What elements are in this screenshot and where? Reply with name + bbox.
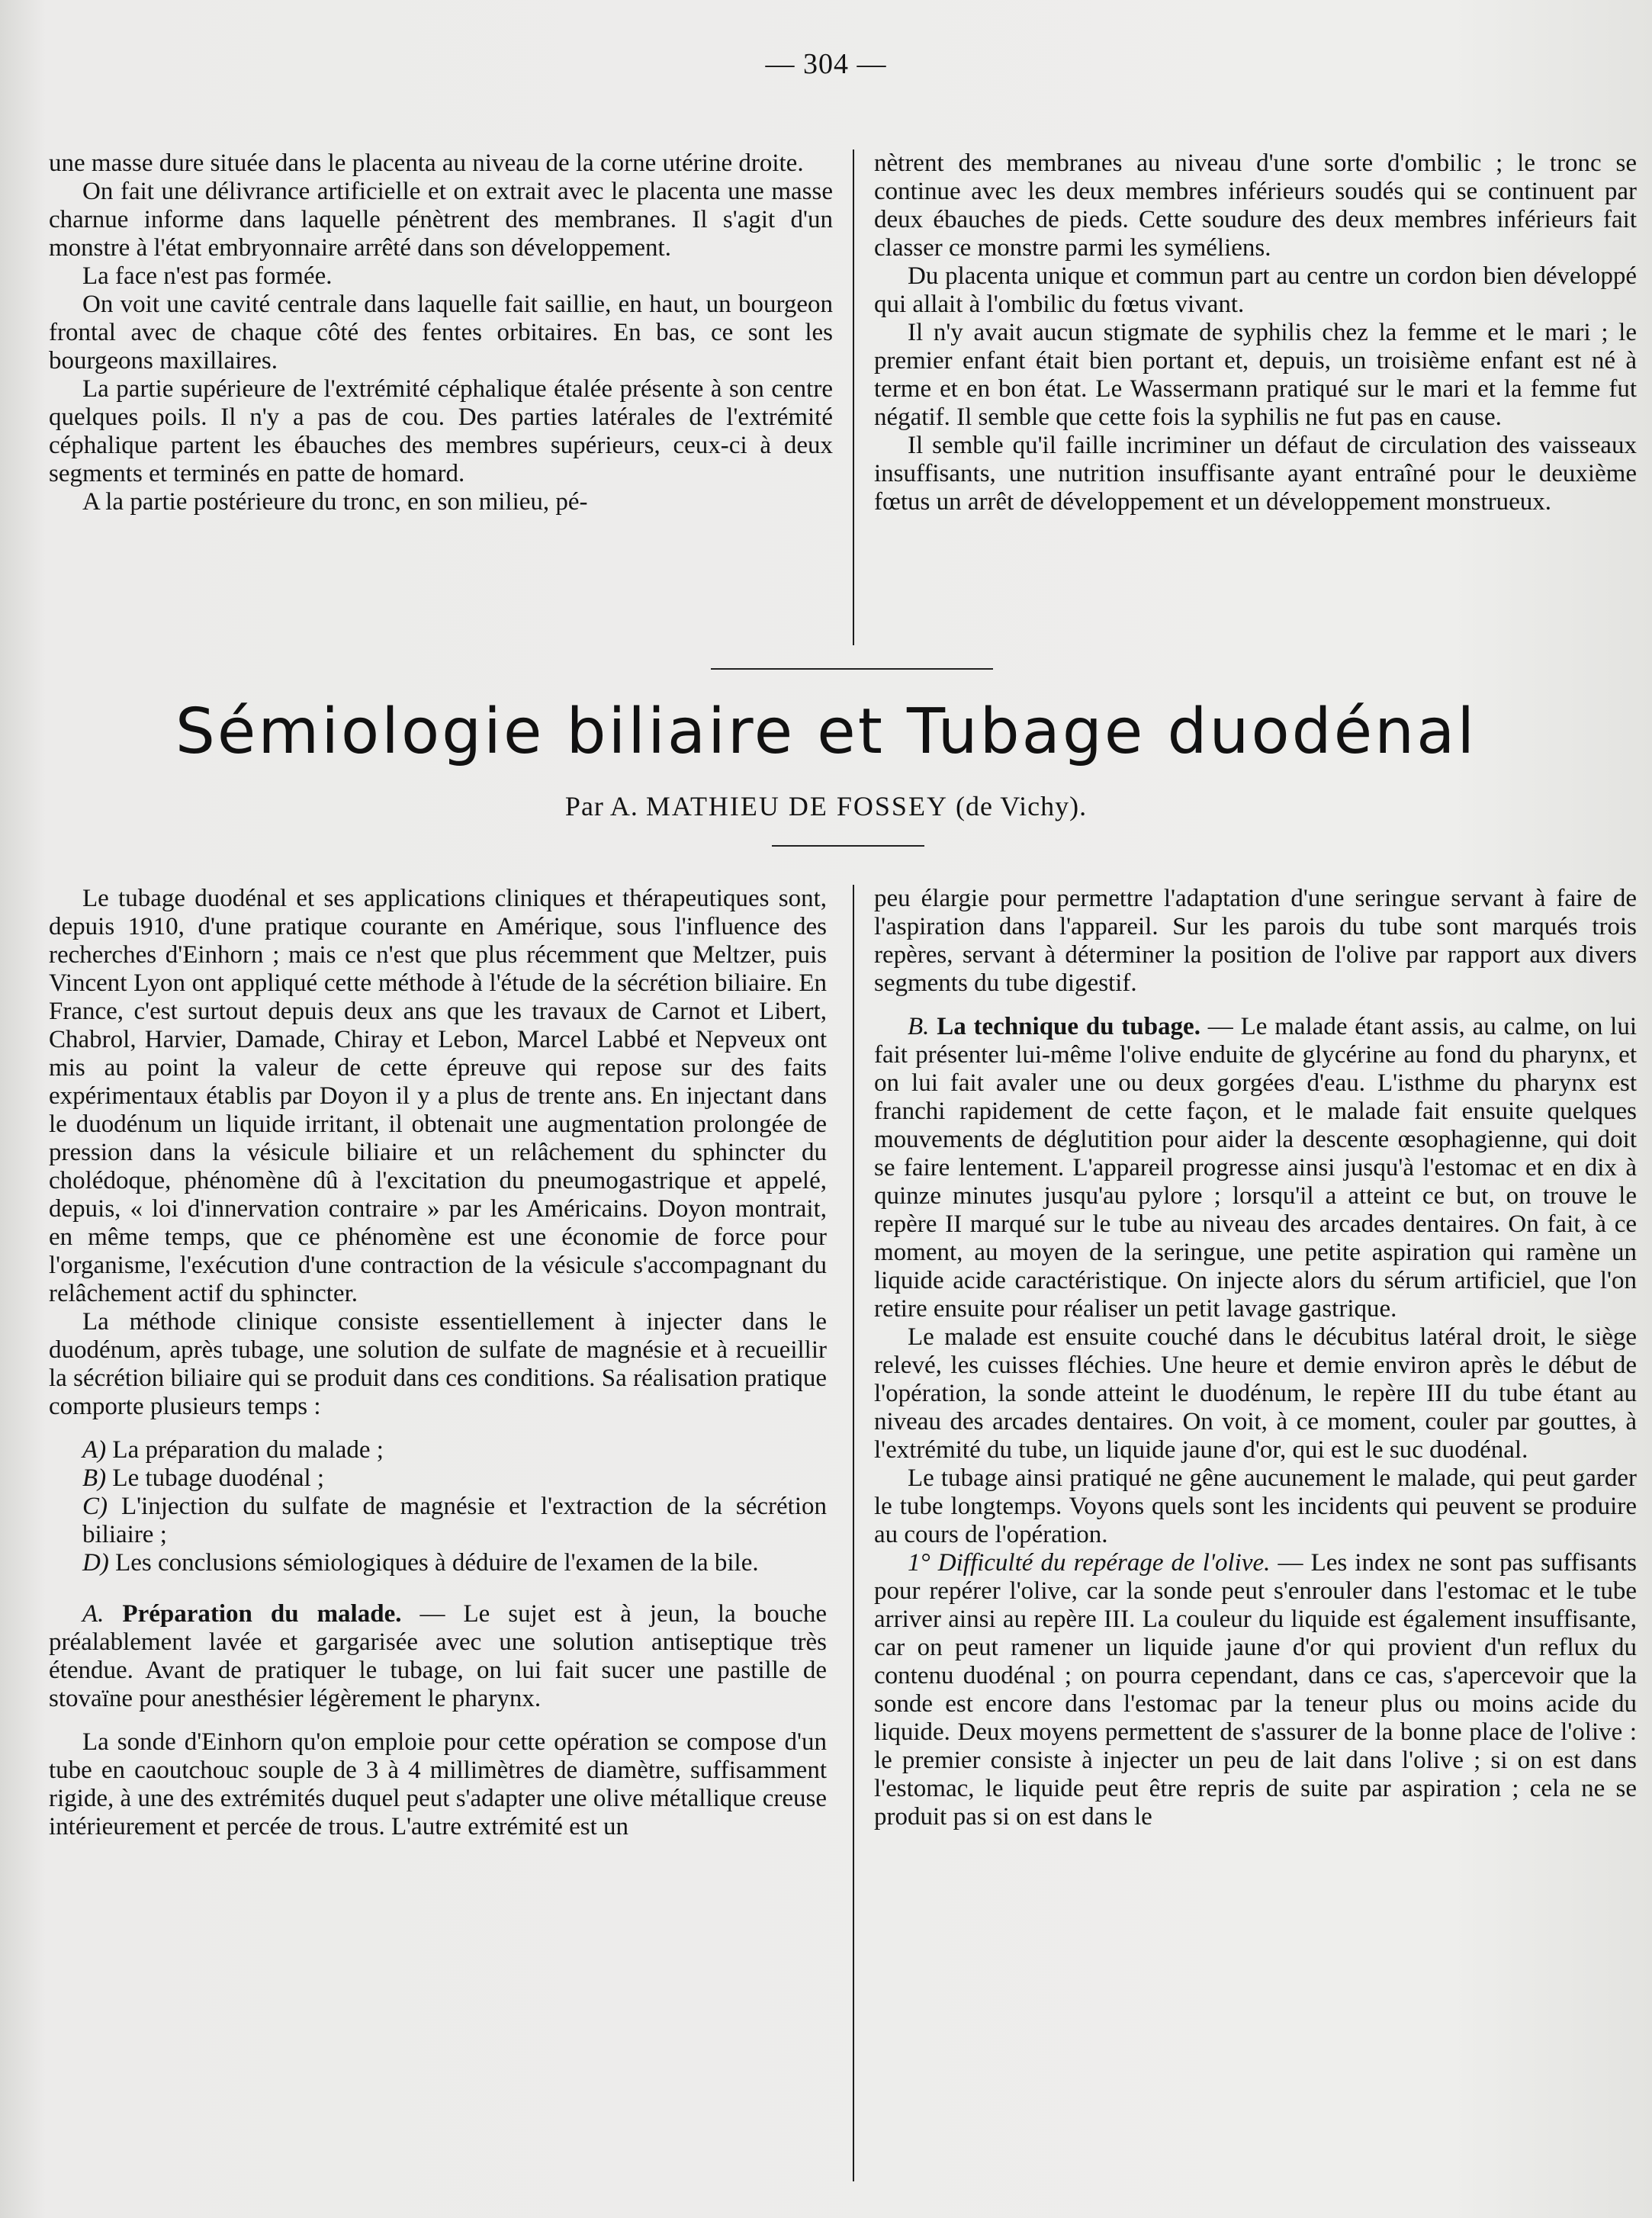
paragraph: La méthode clinique consiste essentiellement à injecter dans le duodénum, après tubage, une solution de sulfate de magnésie et à recueillir la sécrétion biliaire qui se produit dans ces conditions. Sa réalisation pratique comporte plusieurs temps : — [49, 1308, 827, 1420]
list-letter: C) — [82, 1493, 108, 1520]
paragraph: Le tubage duodénal et ses applications cliniques et thérapeutiques sont, depuis 1910, d'une pratique courante en Amérique, sous l'influence des recherches d'Einhorn ; mais ce n'est que plus récemment que Meltzer, puis Vincent Lyon ont appliqué cette méthode à l'étude de la sécrétion biliaire. En France, c'est surtout depuis deux ans que les travaux de Carnot et Libert, Chabrol, Harvier, Damade, Chiray et Lebon, Marcel Labbé et Nepveux ont mis au point la valeur de cette épreuve qui repose sur des faits expérimentaux établis par Doyon il y a plus de trente ans. En injectant dans le duodénum un liquide irritant, il obtenait une augmentation prolongée de pression dans la vésicule biliaire et un relâchement du sphincter du cholédoque, phénomène dû à l'excitation du pneumogastrique et appelé, depuis, « loi d'innervation contraire » par les Américains. Doyon montrait, en même temps, que ce phénomène est une économie de force pour l'organisme, l'exécution d'une contraction de la vésicule s'accompagnant du relâchement actif du sphincter. — [49, 885, 827, 1307]
list-text: Les conclusions sémiologiques à déduire de l'examen de la bile. — [115, 1549, 759, 1577]
list-item — [49, 1436, 827, 1464]
paragraph: Il n'y avait aucun stigmate de syphilis chez la femme et le mari ; le premier enfant était bien portant et, depuis, un troisième enfant est né à terme et en bon état. Le Wassermann pratiqué sur le mari et la femme fut négatif. Il semble que cette fois la syphilis ne fut pas en cause. — [874, 319, 1637, 431]
byline-author: MATHIEU DE FOSSEY — [645, 791, 948, 821]
list-text: Le tubage duodénal ; — [112, 1464, 325, 1492]
paragraph: Il semble qu'il faille incriminer un défaut de circulation des vaisseaux insuffisants, une nutrition insuffisante ayant entraîné pour le deuxième fœtus un arrêt de développement et un développement monstrueux. — [874, 432, 1637, 516]
list-item — [49, 1493, 827, 1549]
list-text: La préparation du malade ; — [112, 1436, 384, 1464]
list-letter: D) — [82, 1549, 109, 1577]
paragraph: On voit une cavité centrale dans laquelle fait saillie, en haut, un bourgeon frontal avec de chaque côté des fentes orbitaires. En bas, ce sont les bourgeons maxillaires. — [49, 291, 833, 374]
difficulty-text: — Les index ne sont pas suffisants pour repérer l'olive, car la sonde peut s'enrouler dans l'estomac et le tube arriver ainsi au repère III. La couleur du liquide est également insuffisante, car on peut ramener un liquide jaune d'or qui provient d'un reflux du contenu duodénal ; on pourra cependant, dans ce cas, s'apercevoir que la sonde est encore dans l'estomac par la teneur plus ou moins acide du liquide. Deux moyens permettent de s'assurer de la bonne place de l'olive : le premier consiste à injecter un peu de lait dans l'olive ; si on est dans l'estomac, le liquide peut être repris de suite par aspiration ; cela ne se produit pas si on est dans le — [874, 1549, 1637, 1831]
byline-separator — [772, 845, 924, 847]
paragraph: nètrent des membranes au niveau d'une sorte d'ombilic ; le tronc se continue avec les deux membres inférieurs soudés qui se continuent par deux ébauches de pieds. Cette soudure des deux membres inférieurs fait classer ce monstre parmi les syméliens. — [874, 149, 1637, 262]
paragraph: Le malade est ensuite couché dans le décubitus latéral droit, le siège relevé, les cuisses fléchies. Une heure et demie environ après le début de l'opération, la sonde atteint le duodénum, le repère III du tube étant au niveau des arcades dentaires. On voit, à ce moment, couler par gouttes, à l'extrémité du tube, un liquide jaune d'or, qui est le suc duodénal. — [874, 1323, 1637, 1464]
list-item — [49, 1549, 827, 1577]
paragraph: A la partie postérieure du tronc, en son milieu, pé- — [82, 488, 588, 516]
section-text: — Le sujet est à jeun, la bouche préalablement lavée et gargarisée avec une solution antiseptique très étendue. Avant de pratiquer le tubage, on lui fait sucer une pastille de stovaïne pour anesthésier légèrement le pharynx. — [49, 1600, 828, 1712]
section-separator — [711, 668, 993, 670]
column-divider — [853, 149, 854, 645]
section-letter: B. — [908, 1013, 930, 1040]
column-divider — [853, 885, 854, 2181]
section-a-paragraph — [49, 1600, 827, 1713]
paragraph: La face n'est pas formée. — [82, 262, 333, 290]
paragraph: La sonde d'Einhorn qu'on emploie pour cette opération se compose d'un tube en caoutchouc souple de 3 à 4 millimètres de diamètre, suffisamment rigide, à une des extrémités duquel peut s'adapter une olive métallique creuse intérieurement et percée de trous. L'autre extrémité est un — [49, 1728, 827, 1840]
bottom-right-column — [874, 885, 1637, 1831]
difficulty-paragraph — [874, 1549, 1637, 1831]
top-left-column — [49, 149, 833, 516]
top-right-column — [874, 149, 1637, 516]
paragraph: La partie supérieure de l'extrémité céphalique étalée présente à son centre quelques poils. Il n'y a pas de cou. Des parties latérales de l'extrémité céphalique partent les ébauches des membres supérieurs, ceux-ci à deux segments et terminés en patte de homard. — [49, 375, 833, 487]
article-title: Sémiologie biliaire et Tubage duodénal — [175, 696, 1477, 768]
byline-prefix: Par A. — [564, 791, 638, 821]
difficulty-lead: 1° Difficulté du repérage de l'olive. — [908, 1549, 1271, 1577]
byline-suffix: (de Vichy). — [955, 791, 1088, 821]
paragraph: Le tubage ainsi pratiqué ne gêne aucunement le malade, qui peut garder le tube longtemps. Voyons quels sont les incidents qui peuvent se produire au cours de l'opération. — [874, 1464, 1637, 1548]
section-b-paragraph — [874, 1013, 1637, 1323]
page-number: — 304 — — [765, 48, 887, 80]
paragraph: une masse dure située dans le placenta au niveau de la corne utérine droite. — [49, 149, 804, 177]
paragraph: peu élargie pour permettre l'adaptation d'une seringue servant à faire de l'aspiration dans l'appareil. Sur les parois du tube sont marqués trois repères, servant à déterminer la position de l'olive par rapport aux divers segments du tube digestif. — [874, 885, 1637, 997]
section-heading: Préparation du malade. — [122, 1600, 402, 1628]
paragraph: Du placenta unique et commun part au centre un cordon bien développé qui allait à l'ombilic du fœtus vivant. — [874, 262, 1637, 318]
paragraph: On fait une délivrance artificielle et on extrait avec le placenta une masse charnue informe dans laquelle pénètrent des membranes. Il s'agit d'un monstre à l'état embryonnaire arrêté dans son développement. — [49, 178, 833, 262]
byline — [0, 790, 1652, 822]
list-text: L'injection du sulfate de magnésie et l'extraction de la sécrétion biliaire ; — [82, 1493, 827, 1548]
section-letter: A. — [82, 1600, 104, 1628]
section-heading: La technique du tubage. — [937, 1013, 1200, 1040]
list-letter: A) — [82, 1436, 107, 1464]
list-letter: B) — [82, 1464, 107, 1492]
section-text: — Le malade étant assis, au calme, on lui fait présenter lui-même l'olive enduite de glycérine au fond du pharynx, et on lui fait avaler une ou deux gorgées d'eau. L'isthme du pharynx est franchi rapidement de cette façon, et le malade fait ensuite quelques mouvements de déglutition pour aider la descente œsophagienne, qui doit se faire lentement. L'appareil progresse ainsi jusqu'à l'estomac et en dix à quinze minutes jusqu'au pylore ; lorsqu'il a atteint ce but, on trouve le repère II marqué sur le tube au niveau des arcades dentaires. On fait, à ce moment, au moyen de la seringue, une petite aspiration qui ramène un liquide acide caractéristique. On injecte alors du sérum artificiel, que l'on retire ensuite pour réaliser un petit lavage gastrique. — [874, 1013, 1638, 1323]
bottom-left-column — [49, 885, 827, 1841]
list-item — [49, 1464, 827, 1493]
